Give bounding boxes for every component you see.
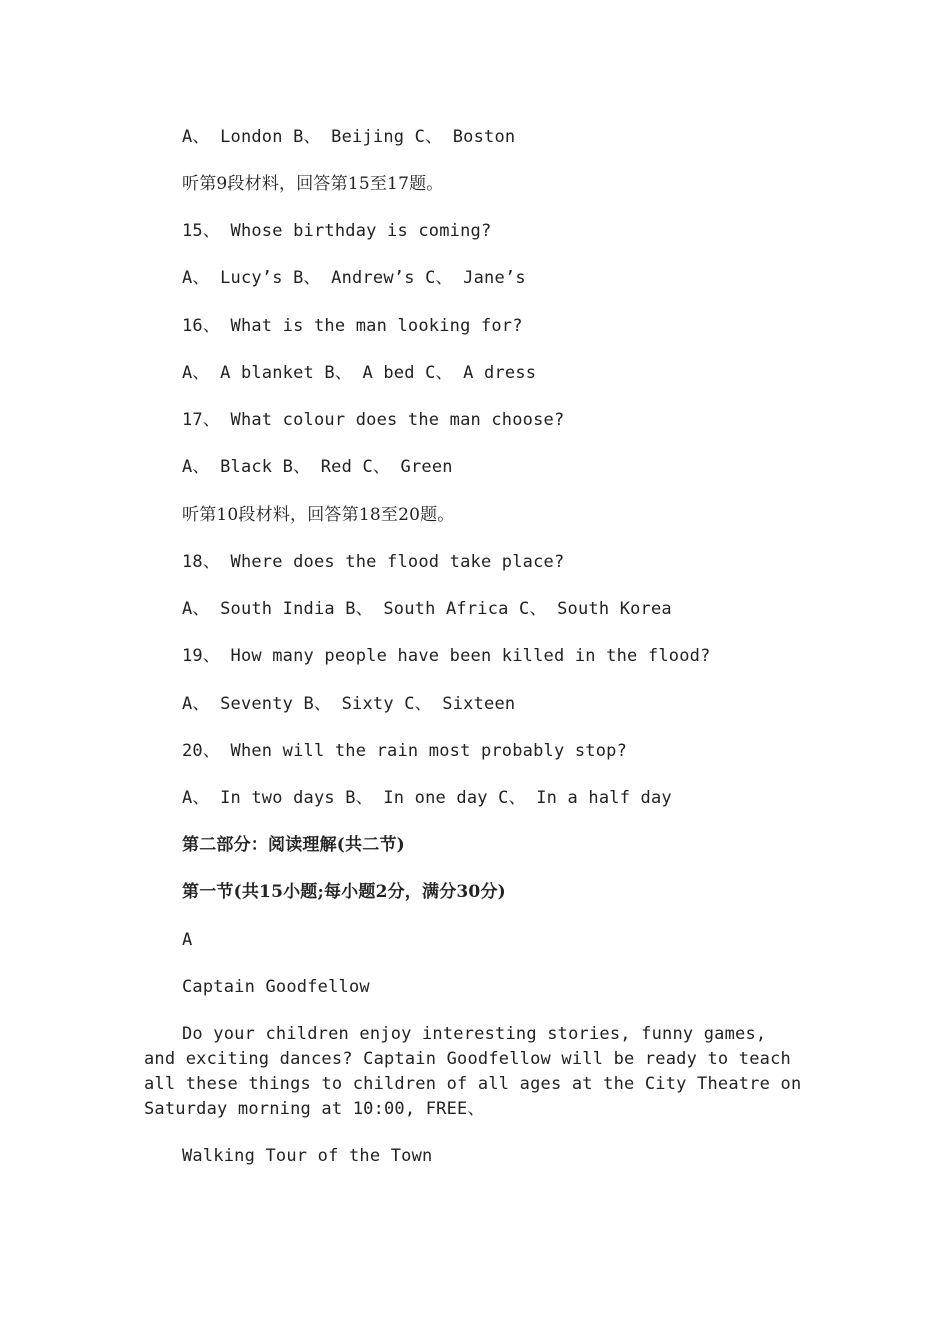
question-18: 18、 Where does the flood take place? [182, 552, 565, 572]
q18-options: A、 South India B、 South Africa C、 South Korea [182, 599, 672, 619]
q20-options: A、 In two days B、 In one day C、 In a half day [182, 788, 672, 808]
question-20: 20、 When will the rain most probably stop? [182, 741, 628, 761]
passage-title: Captain Goodfellow [182, 977, 370, 997]
section10-intro: 听第10段材料，回答第18至20题。 [182, 505, 455, 525]
q16-options: A、 A blanket B、 A bed C、 A dress [182, 363, 537, 383]
q15-options: A、 Lucy’s B、 Andrew’s C、 Jane’s [182, 268, 526, 288]
next-passage-title: Walking Tour of the Town [182, 1146, 433, 1166]
section1-heading: 第一节(共15小题;每小题2分，满分30分) [182, 882, 506, 902]
section9-intro: 听第9段材料，回答第15至17题。 [182, 174, 444, 194]
part2-heading: 第二部分：阅读理解(共二节) [182, 835, 405, 855]
q17-options: A、 Black B、 Red C、 Green [182, 457, 453, 477]
question-16: 16、 What is the man looking for? [182, 316, 523, 336]
passage-body [144, 1022, 804, 1122]
passage-body-text: Do your children enjoy interesting stories, funny games, and exciting dances? Captain Goodfellow will be ready to teach all these things to children of all ages at the City Theatre on Saturday morning at 10:00, FREE、 [144, 1024, 802, 1119]
q14-options: A、 London B、 Beijing C、 Boston [182, 127, 516, 147]
question-15: 15、 Whose birthday is coming? [182, 221, 492, 241]
question-17: 17、 What colour does the man choose? [182, 410, 565, 430]
passage-label: A [182, 930, 193, 950]
question-19: 19、 How many people have been killed in the flood? [182, 646, 711, 666]
q19-options: A、 Seventy B、 Sixty C、 Sixteen [182, 694, 516, 714]
